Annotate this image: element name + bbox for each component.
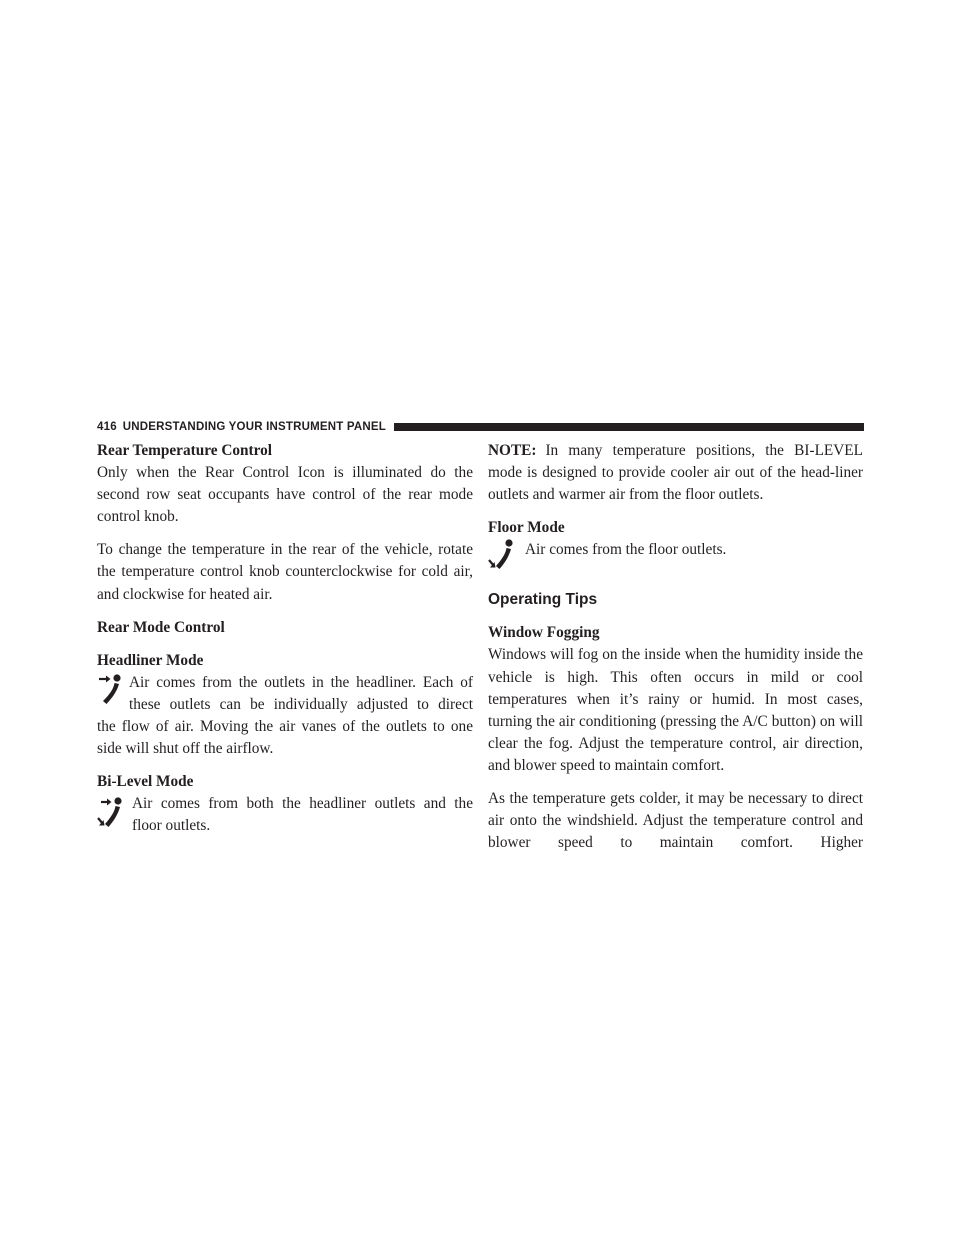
bi-level-mode-line-2: floor outlets. [132,817,211,835]
note-text: In many temperature positions, the BI-LEVEL mode is designed to provide cooler air out of the head-liner outlets and warmer air from the floor outlets. [488,442,863,504]
window-fogging-paragraph-2: As the temperature gets colder, it may be necessary to direct air onto the windshield. Adjust the temperature control and blower speed to maintain comfort. Higher [488,790,863,852]
headliner-mode-block [97,672,473,760]
headliner-mode-icon [97,674,123,708]
left-column [97,440,473,838]
headliner-mode-heading: Headliner Mode [97,651,204,669]
window-fogging-paragraph-1: Windows will fog on the inside when the humidity inside the vehicle is high. This often occurs in mild or cool temperatures when it’s rainy or humid. In most cases, turning the air conditioning (pressing the A/C button) on will clear the fog. Adjust the temperature control, air direction, and blower speed to maintain comfort. [488,646,863,774]
bi-level-mode-line-1: Air comes from both the headliner outlets and the [132,795,473,813]
note-label: NOTE: [488,442,537,459]
header-rule [394,423,864,431]
rear-temperature-paragraph-2: To change the temperature in the rear of the vehicle, rotate the temperature control knob counterclockwise for cold air, and clockwise for heated air. [97,541,473,603]
page-header [97,419,864,435]
headliner-mode-line-1: Air comes from the outlets in the headliner. Each of [129,673,473,691]
operating-tips-heading: Operating Tips [488,591,598,609]
window-fogging-heading: Window Fogging [488,624,600,642]
section-title: UNDERSTANDING YOUR INSTRUMENT PANEL [122,421,386,433]
rear-temperature-control-heading: Rear Temperature Control [97,442,273,459]
page-number: 416 [97,421,117,433]
bi-level-mode-icon [97,797,123,831]
headliner-mode-line-2: these outlets can be individually adjusted to direct [129,695,473,713]
rear-temperature-paragraph-1: Only when the Rear Control Icon is illuminated do the second row seat occupants have control of the rear mode control knob. [97,464,473,526]
rear-mode-control-heading: Rear Mode Control [97,618,225,636]
bi-level-mode-heading: Bi-Level Mode [97,773,194,791]
bi-level-mode-block [97,793,473,837]
floor-mode-block [488,539,863,575]
right-column [488,440,863,854]
note-paragraph [488,440,863,506]
floor-mode-icon [488,539,514,573]
headliner-mode-rest: the flow of air. Moving the air vanes of the outlets to one side will shut off the airflow. [97,718,473,758]
floor-mode-heading: Floor Mode [488,519,565,537]
floor-mode-text: Air comes from the floor outlets. [525,541,727,559]
